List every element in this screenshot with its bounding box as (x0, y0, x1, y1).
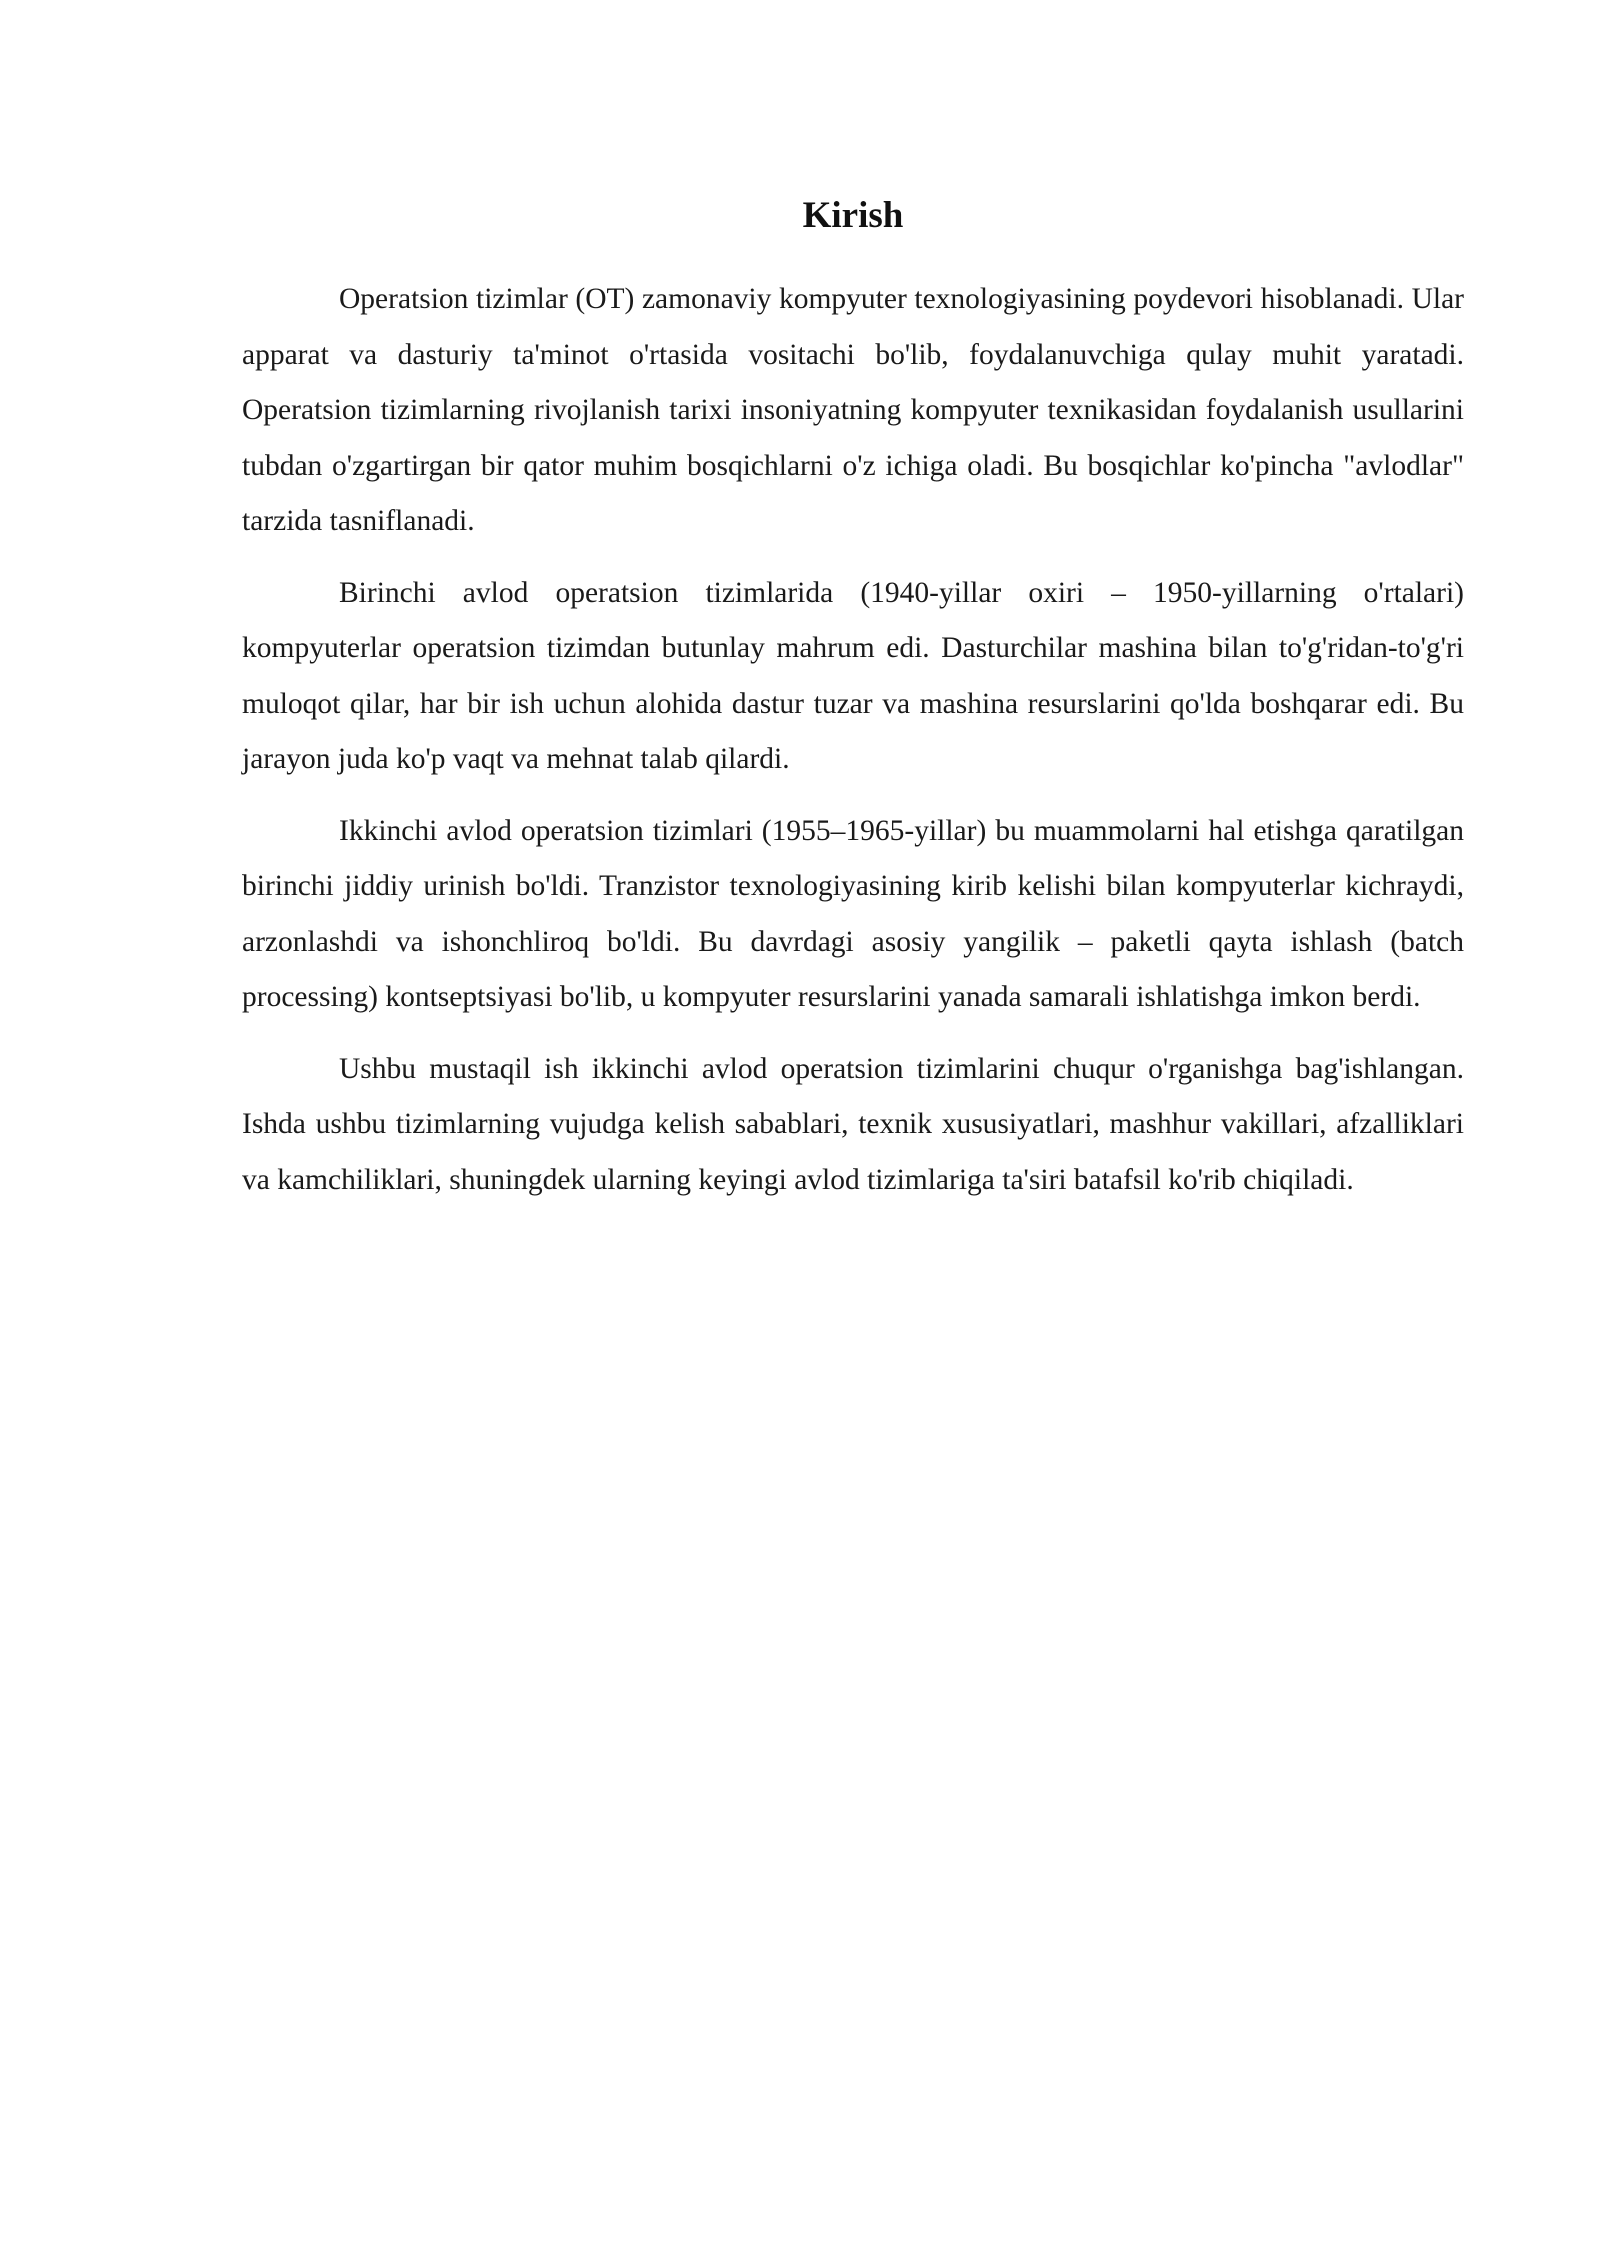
paragraph-1: Operatsion tizimlar (OT) zamonaviy kompyuter texnologiyasining poydevori hisoblanadi. Ular apparat va dasturiy ta'minot o'rtasida vositachi bo'lib, foydalanuvchiga qulay muhit yaratadi. Operatsion tizimlarning rivojlanish tarixi insoniyatning kompyuter texnikasidan foydalanish usullarini tubdan o'zgartirgan bir qator muhim bosqichlarni o'z ichiga oladi. Bu bosqichlar ko'pincha "avlodlar" tarzida tasniflanadi. (242, 283, 1464, 537)
paragraph-3: Ikkinchi avlod operatsion tizimlari (1955–1965-yillar) bu muammolarni hal etishga qaratilgan birinchi jiddiy urinish bo'ldi. Tranzistor texnologiyasining kirib kelishi bilan kompyuterlar kichraydi, arzonlashdi va ishonchliroq bo'ldi. Bu davrdagi asosiy yangilik – paketli qayta ishlash (batch processing) kontseptsiyasi bo'lib, u kompyuter resurslarini yanada samarali ishlatishga imkon berdi. (242, 814, 1464, 1013)
paragraph-4: Ushbu mustaqil ish ikkinchi avlod operatsion tizimlarini chuqur o'rganishga bag'ishlangan. Ishda ushbu tizimlarning vujudga kelish sabablari, texnik xususiyatlari, mashhur vakillari, afzalliklari va kamchiliklari, shuningdek ularning keyingi avlod tizimlariga ta'siri batafsil ko'rib chiqiladi. (242, 1052, 1464, 1196)
paragraph-2: Birinchi avlod operatsion tizimlarida (1940-yillar oxiri – 1950-yillarning o'rtalari) kompyuterlar operatsion tizimdan butunlay mahrum edi. Dasturchilar mashina bilan to'g'ridan-to'g'ri muloqot qilar, har bir ish uchun alohida dastur tuzar va mashina resurslarini qo'lda boshqarar edi. Bu jarayon juda ko'p vaqt va mehnat talab qilardi. (242, 576, 1464, 775)
page-content (242, 190, 1464, 1224)
page-title: Kirish (802, 195, 904, 236)
